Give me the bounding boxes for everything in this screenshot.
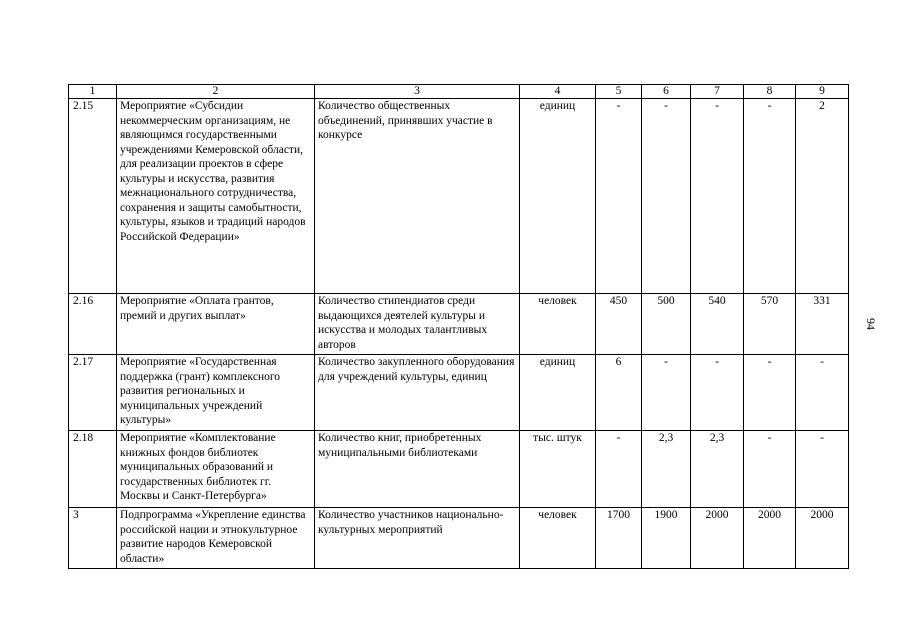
event-name: Мероприятие «Комплектование книжных фондов библиотек муниципальных образований и государственных библиотек гг. Москвы и Санкт-Петербурга»: [117, 431, 315, 508]
event-name: Мероприятие «Оплата грантов, премий и других выплат»: [117, 294, 315, 355]
column-header: 5: [596, 85, 642, 99]
page-number: 94: [864, 318, 878, 330]
column-header: 2: [117, 85, 315, 99]
value-cell: 500: [642, 294, 691, 355]
value-cell: -: [796, 431, 849, 508]
value-cell: -: [691, 99, 744, 294]
row-number: 2.18: [69, 431, 117, 508]
column-header: 1: [69, 85, 117, 99]
table-row: [69, 294, 849, 355]
indicator-name: Количество общественных объединений, принявших участие в конкурсе: [315, 99, 520, 294]
indicator-name: Количество книг, приобретенных муниципальными библиотеками: [315, 431, 520, 508]
value-cell: -: [691, 355, 744, 431]
column-header: 6: [642, 85, 691, 99]
value-cell: 6: [596, 355, 642, 431]
value-cell: 2,3: [642, 431, 691, 508]
event-name: Мероприятие «Государственная поддержка (грант) комплексного развития региональных и муниципальных учреждений культуры»: [117, 355, 315, 431]
table-row: [69, 99, 849, 294]
unit-of-measure: единиц: [520, 355, 596, 431]
value-cell: 2,3: [691, 431, 744, 508]
value-cell: 450: [596, 294, 642, 355]
value-cell: 2000: [796, 508, 849, 569]
indicator-name: Количество участников национально-культурных мероприятий: [315, 508, 520, 569]
indicator-name: Количество закупленного оборудования для учреждений культуры, единиц: [315, 355, 520, 431]
event-name: Мероприятие «Субсидии некоммерческим организациям, не являющимся государственными учреждениями Кемеровской области, для реализации проектов в сфере культуры и искусства, развития межнационального сотрудничества, сохранения и защиты самобытности, культуры, языков и традиций народов Российской Федерации»: [117, 99, 315, 294]
table-row: [69, 508, 849, 569]
unit-of-measure: человек: [520, 294, 596, 355]
row-number: 2.17: [69, 355, 117, 431]
column-header: 3: [315, 85, 520, 99]
value-cell: -: [596, 431, 642, 508]
value-cell: 2000: [691, 508, 744, 569]
value-cell: -: [744, 99, 796, 294]
value-cell: 2: [796, 99, 849, 294]
row-number: 2.15: [69, 99, 117, 294]
value-cell: 1900: [642, 508, 691, 569]
value-cell: -: [744, 431, 796, 508]
column-number-row: [69, 85, 849, 99]
value-cell: -: [796, 355, 849, 431]
unit-of-measure: тыс. штук: [520, 431, 596, 508]
column-header: 7: [691, 85, 744, 99]
value-cell: 540: [691, 294, 744, 355]
value-cell: -: [642, 355, 691, 431]
row-number: 3: [69, 508, 117, 569]
table-row: [69, 355, 849, 431]
column-header: 4: [520, 85, 596, 99]
unit-of-measure: единиц: [520, 99, 596, 294]
column-header: 9: [796, 85, 849, 99]
table-row: [69, 431, 849, 508]
indicator-name: Количество стипендиатов среди выдающихся деятелей культуры и искусства и молодых талантливых авторов: [315, 294, 520, 355]
row-number: 2.16: [69, 294, 117, 355]
value-cell: -: [642, 99, 691, 294]
value-cell: -: [596, 99, 642, 294]
column-header: 8: [744, 85, 796, 99]
value-cell: 1700: [596, 508, 642, 569]
unit-of-measure: человек: [520, 508, 596, 569]
value-cell: 2000: [744, 508, 796, 569]
indicators-table: [68, 84, 849, 569]
value-cell: 331: [796, 294, 849, 355]
event-name: Подпрограмма «Укрепление единства российской нации и этнокультурное развитие народов Кемеровской области»: [117, 508, 315, 569]
value-cell: -: [744, 355, 796, 431]
value-cell: 570: [744, 294, 796, 355]
